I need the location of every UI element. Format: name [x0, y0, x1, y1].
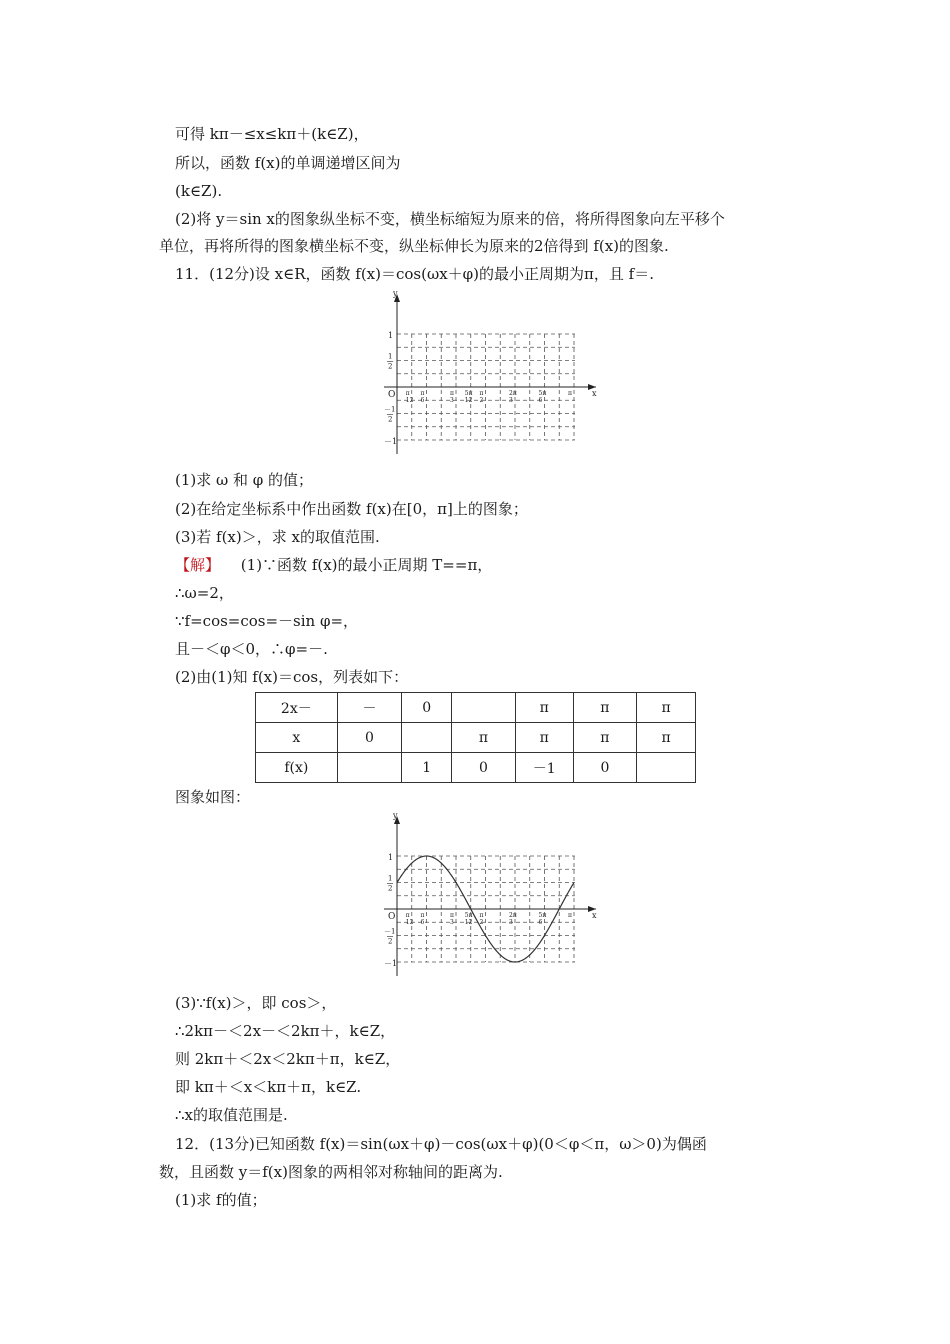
table-cell: π: [452, 723, 516, 753]
x-tick-label: 3: [509, 919, 513, 926]
function-graph: [370, 812, 610, 984]
x-tick-label: 6: [538, 397, 543, 404]
table-cell: [402, 723, 452, 753]
x-tick-label: π: [405, 390, 410, 397]
table-cell: π: [637, 693, 696, 723]
x-tick-label: 6: [538, 919, 543, 926]
x-tick-label: π: [568, 912, 572, 919]
table-cell: π: [573, 723, 637, 753]
text-line: (3)∵f(x)＞，即 cos＞，: [175, 994, 337, 1012]
table-cell: [337, 753, 402, 783]
x-tick-label: 12: [405, 919, 414, 926]
empty-coordinate-grid: [370, 290, 610, 462]
table-cell: π: [515, 693, 573, 723]
table-cell: 0: [402, 693, 452, 723]
value-table: [255, 692, 696, 783]
table-cell: x: [256, 723, 338, 753]
table-cell: [637, 753, 696, 783]
problem-12-title: 12．(13分)已知函数 f(x)＝sin(ωx＋φ)－cos(ωx＋φ)(0＜φ＜π，ω＞0)为偶函: [175, 1135, 707, 1153]
y-tick-label: 1: [388, 331, 394, 340]
text-line: ∴2kπ－＜2x－＜2kπ＋，k∈Z，: [175, 1022, 396, 1040]
y-tick-label: －1: [384, 927, 396, 936]
text-line: 则 2kπ＋＜2x＜2kπ＋π，k∈Z，: [175, 1050, 401, 1068]
text-line: 单位，再将所得的图象横坐标不变，纵坐标伸长为原来的2倍得到 f(x)的图象.: [159, 237, 669, 255]
table-cell: －: [337, 693, 402, 723]
x-tick-label: 2π: [509, 390, 517, 397]
y-tick-label: －1: [384, 405, 396, 414]
x-tick-label: π: [450, 390, 454, 397]
x-tick-label: 5π: [464, 912, 473, 919]
x-tick-label: 5π: [538, 912, 547, 919]
x-tick-label: π: [479, 912, 484, 919]
origin-label: O: [388, 390, 396, 400]
text-line: (3)若 f(x)＞，求 x的取值范围.: [175, 528, 380, 546]
x-tick-label: 12: [464, 919, 473, 926]
table-row: [256, 753, 696, 783]
problem-11-title: 11．(12分)设 x∈R，函数 f(x)＝cos(ωx＋φ)的最小正周期为π，且 f＝.: [175, 265, 654, 283]
solution-tag: 【解】: [175, 556, 221, 574]
table-cell: －1: [515, 753, 573, 783]
y-tick-label: 2: [388, 362, 393, 371]
x-tick-label: 2: [479, 397, 484, 404]
x-tick-label: 5π: [538, 390, 547, 397]
text-line: 数，且函数 y＝f(x)图象的两相邻对称轴间的距离为.: [159, 1163, 503, 1181]
x-axis-label: x: [592, 389, 597, 398]
y-tick-label: －1: [384, 437, 398, 446]
x-tick-label: 6: [420, 919, 425, 926]
x-tick-label: π: [568, 390, 572, 397]
solution-text: (1)∵函数 f(x)的最小正周期 T==π，: [240, 556, 493, 574]
text-line: ∴x的取值范围是.: [175, 1106, 288, 1124]
text-line: 所以，函数 f(x)的单调递增区间为: [175, 154, 401, 172]
table-cell: 1: [402, 753, 452, 783]
y-tick-label: 1: [388, 853, 394, 862]
table-cell: 0: [573, 753, 637, 783]
solution-line: [175, 555, 492, 575]
text-line: 即 kπ＋＜x＜kπ＋π，k∈Z.: [175, 1078, 362, 1096]
text-line: 图象如图：: [175, 788, 251, 806]
text-line: (1)求 ω 和 φ 的值；: [175, 471, 314, 489]
x-tick-label: 3: [509, 397, 513, 404]
y-tick-label: －1: [384, 959, 398, 968]
text-line: (2)由(1)知 f(x)＝cos，列表如下：: [175, 668, 409, 686]
table-cell: π: [573, 693, 637, 723]
table-row: [256, 723, 696, 753]
origin-label: O: [388, 912, 396, 922]
x-tick-label: π: [479, 390, 484, 397]
x-tick-label: π: [420, 390, 425, 397]
x-tick-label: 3: [450, 397, 454, 404]
y-tick-label: 2: [388, 415, 393, 424]
x-tick-label: π: [450, 912, 454, 919]
y-tick-label: 1: [388, 352, 393, 361]
y-axis-label: y: [393, 812, 398, 820]
x-tick-label: 2: [479, 919, 484, 926]
x-tick-label: 5π: [464, 390, 473, 397]
table-cell: π: [515, 723, 573, 753]
table-cell: 2x－: [256, 693, 338, 723]
table-cell: f(x): [256, 753, 338, 783]
text-line: 可得 kπ－≤x≤kπ＋(k∈Z)，: [175, 125, 369, 143]
table-cell: 0: [452, 753, 516, 783]
table-cell: [452, 693, 516, 723]
y-tick-label: 2: [388, 884, 393, 893]
text-line: (2)将 y＝sin x的图象纵坐标不变，横坐标缩短为原来的倍，将所得图象向左平移个: [175, 210, 725, 228]
table-cell: 0: [337, 723, 402, 753]
text-line: ∴ω=2，: [175, 584, 234, 602]
x-tick-label: π: [405, 912, 410, 919]
x-tick-label: 3: [450, 919, 454, 926]
text-line: 且－＜φ＜0，∴φ=－.: [175, 640, 328, 658]
table-cell: π: [637, 723, 696, 753]
text-line: (2)在给定坐标系中作出函数 f(x)在[0，π]上的图象；: [175, 500, 528, 518]
y-tick-label: 2: [388, 937, 393, 946]
y-tick-label: 1: [388, 874, 393, 883]
y-axis-label: y: [393, 290, 398, 298]
text-line: ∵f=cos=cos=－sin φ=，: [175, 612, 359, 630]
x-tick-label: 6: [420, 397, 425, 404]
x-axis-label: x: [592, 911, 597, 920]
x-tick-label: 12: [405, 397, 414, 404]
x-tick-label: π: [420, 912, 425, 919]
text-line: (k∈Z).: [175, 182, 223, 200]
text-line: (1)求 f的值；: [175, 1191, 267, 1209]
x-tick-label: 12: [464, 397, 473, 404]
x-tick-label: 2π: [509, 912, 517, 919]
table-row: [256, 693, 696, 723]
